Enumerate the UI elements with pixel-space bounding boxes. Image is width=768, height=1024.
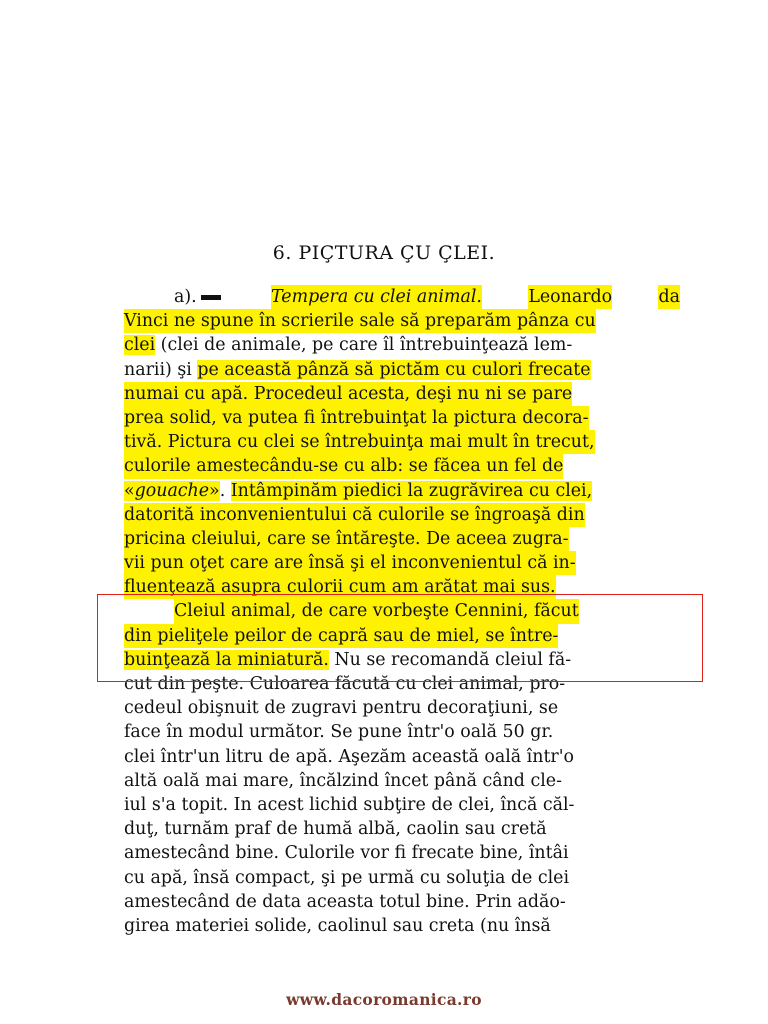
line-text: face în modul următor. Se pune într'o oală 50 gr. [124, 722, 554, 743]
line-text: clei (clei de animale, pe care îl întrebuinţează lem- [124, 335, 573, 356]
text-line [124, 720, 680, 744]
text-line [124, 358, 680, 382]
text-line [124, 527, 680, 551]
annotation-box [97, 594, 703, 682]
line-text: iul s'a topit. In acest lichid subţire de clei, încă căl- [124, 794, 575, 815]
line-text: cedeul obişnuit de zugravi pentru decoraţiuni, se [124, 698, 559, 719]
text-line [124, 696, 680, 720]
text-line [124, 841, 680, 865]
line-text: culorile amestecându-se cu alb: se făcea un fel de [124, 454, 563, 478]
text-line [124, 817, 680, 841]
highlighted-phrase: Leonardo [528, 285, 612, 309]
text-line [124, 479, 680, 503]
line-text: narii) şi pe această pânză să pictăm cu culori frecate [124, 359, 591, 380]
text-line [124, 890, 680, 914]
line-text: vii pun oţet care are însă şi el inconvenientul că in- [124, 551, 576, 575]
text-line [124, 454, 680, 478]
text-line [124, 333, 680, 357]
section-title: 6. PIÇTURA ÇU ÇLEI. [272, 242, 496, 264]
text-line [124, 769, 680, 793]
line-text: altă oală mai mare, încălzind încet până când cle- [124, 770, 562, 791]
line-text: datorită inconvenientului că culorile se îngroaşă din [124, 503, 585, 527]
line-text: pricina cleiului, care se întăreşte. De aceea zugra- [124, 527, 569, 551]
dash-mark [201, 295, 221, 300]
text-line [124, 430, 680, 454]
footer-url[interactable]: www.dacoromanica.ro [286, 990, 482, 1009]
line-text: «gouache». Intâmpinăm piedici la zugrăvirea cu clei, [124, 480, 593, 501]
highlighted-phrase: da [658, 285, 680, 309]
text-line [124, 503, 680, 527]
line-text: amestecând bine. Culorile vor fi frecate bine, întâi [124, 843, 569, 864]
text-line [124, 745, 680, 769]
text-line [124, 382, 680, 406]
line-text: numai cu apă. Procedeul acesta, deşi nu ni se pare [124, 382, 572, 406]
line-word: a). [174, 285, 225, 309]
line-text: amestecând de data aceasta totul bine. Prin adăo- [124, 891, 566, 912]
line-text: clei într'un litru de apă. Aşezăm această oală într'o [124, 746, 574, 767]
text-line [124, 866, 680, 890]
line-text: din pieliţele peilor de capră sau de miel, se între- [124, 624, 558, 648]
text-line [124, 914, 680, 938]
line-text: buinţează la miniatură. Nu se recomandă cleiul fă- [124, 649, 572, 670]
line-text: duţ, turnăm praf de humă albă, caolin sau cretă [124, 819, 547, 840]
text-line [124, 309, 680, 333]
line-text: cu apă, însă compact, şi pe urmă cu soluţia de clei [124, 867, 570, 888]
text-line [124, 551, 680, 575]
text-line [124, 406, 680, 430]
line-text: cut din peşte. Culoarea făcută cu clei animal, pro- [124, 674, 566, 694]
text-line [124, 793, 680, 817]
line-text: prea solid, va putea fi întrebuinţat la pictura decora- [124, 406, 589, 430]
highlighted-phrase: Tempera cu clei animal. [271, 285, 482, 309]
line-text: fluenţează asupra culorii cum am arătat mai sus. [124, 575, 556, 599]
line-text: tivă. Pictura cu clei se întrebuinţa mai mult în trecut, [124, 430, 595, 454]
line-text: girea materiei solide, caolinul sau creta (nu însă [124, 915, 551, 936]
highlighted-phrase: Vinci ne spune în scrierile sale să preparăm pânza cu [124, 309, 596, 333]
text-line [124, 285, 680, 309]
line-text: Cleiul animal, de care vorbeşte Cennini, făcut [174, 599, 579, 623]
